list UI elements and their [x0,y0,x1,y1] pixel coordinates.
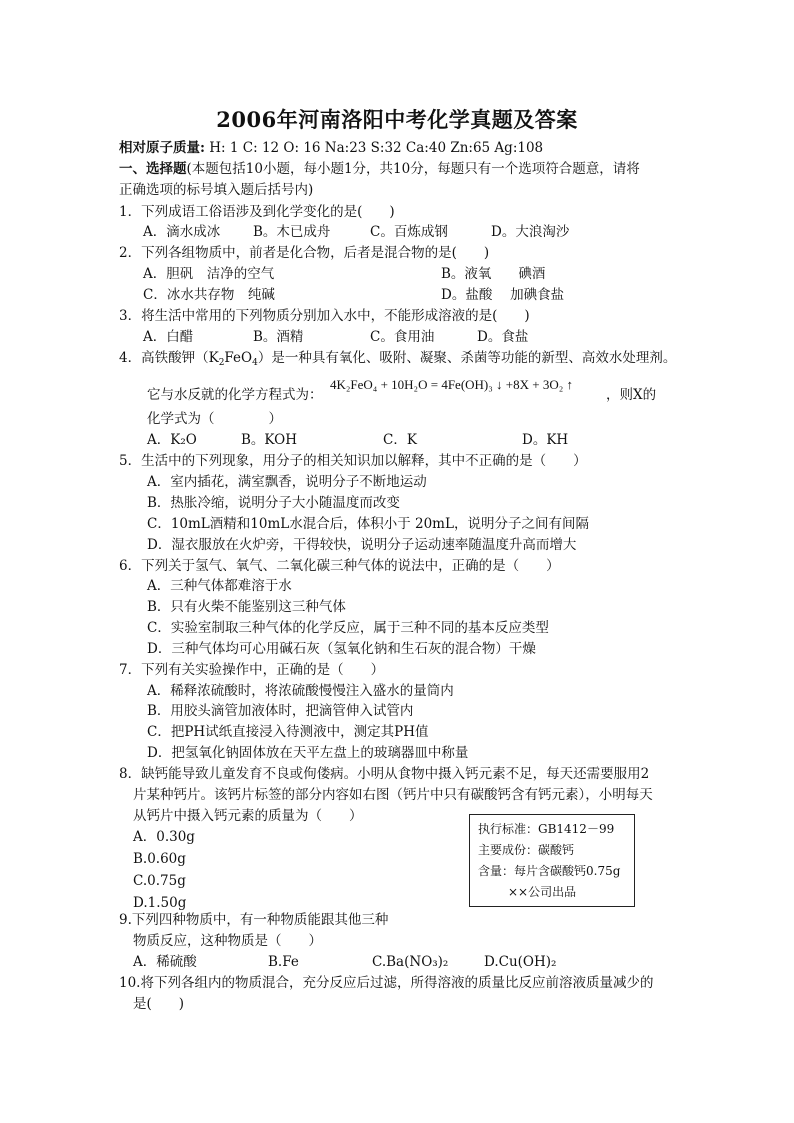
page-title: 2006年河南洛阳中考化学真题及答案 [216,107,578,132]
q6-option-a: A．三种气体都难溶于水 [147,578,292,594]
calcium-tablet-label [469,814,635,907]
atomic-mass-values: H: 1 C: 12 O: 16 Na:23 S:32 Ca:40 Zn:65 Ag:108 [209,140,544,156]
section-heading: 一、选择题 [119,161,187,177]
q7-option-b: B．用胶头滴管加液体时，把滴管伸入试管内 [147,703,414,719]
atomic-mass-line [119,138,543,158]
atomic-mass-label: 相对原子质量: [119,140,205,156]
q9-line2: 物质反应，这种物质是（ ） [133,933,322,949]
q5-option-c: C．10mL酒精和10mL水混合后，体积小于 20mL，说明分子之间有间隔 [147,516,589,532]
q1-option-c: C。百炼成钢 [370,224,448,240]
q4-line2: 它与水反就的化学方程式为： [147,387,323,403]
q2-option-a: A．胆矾 洁净的空气 [143,266,275,282]
q1-option-b: B。木已成舟 [253,224,331,240]
q1-option-a: A．滴水成冰 [143,224,221,240]
q9-option-d: D.Cu(OH)₂ [484,954,557,970]
section-desc-2: 正确选项的标号填入题后括号内) [119,182,314,198]
q8-line3: 从钙片中摄入钙元素的质量为（ ） [133,808,363,824]
q9-option-c: C.Ba(NO₃)₂ [372,954,449,970]
q9-option-b: B.Fe [268,954,299,970]
q5-option-b: B．热胀冷缩，说明分子大小随温度而改变 [147,495,400,511]
label-content: 含量：每片含碳酸钙0.75g [478,864,621,878]
q8-option-c: C.0.75g [133,873,186,889]
q4-option-d: D。KH [522,432,569,448]
q9-option-a: A．稀硫酸 [133,954,197,970]
q10-line1: 10.将下列各组内的物质混合，充分反应后过滤，所得溶液的质量比反应前溶液质量减少的 [119,975,654,991]
q9-line1: 9.下列四种物质中，有一种物质能跟其他三种 [119,912,389,928]
q4-option-b: B。KOH [241,432,297,448]
q4-line2-end: ，则X的 [606,387,657,403]
section-desc: (本题包括10小题，每小题1分，共10分，每题只有一个选项符合题意，请将 [186,161,640,177]
q5-stem: 5．生活中的下列现象，用分子的相关知识加以解释，其中不正确的是（ ） [119,453,587,469]
q8-option-a: A．0.30g [133,829,195,845]
q2-stem: 2．下列各组物质中，前者是化合物，后者是混合物的是( ) [119,245,490,261]
q1-option-d: D。大浪淘沙 [491,224,570,240]
label-standard: 执行标准：GB1412－99 [478,822,615,836]
q5-option-a: A．室内插花，满室飘香，说明分子不断地运动 [147,474,427,490]
q8-line1: 8．缺钙能导致儿童发育不良或佝偻病。小明从食物中摄入钙元素不足，每天还需要服用2 [119,766,650,782]
q1-stem: 1．下列成语工俗语涉及到化学变化的是( ) [119,204,395,220]
q8-option-b: B.0.60g [133,851,186,867]
q4-stem: 4．高铁酸钾$(K_2FeO_4)$是一种具有氧化、吸附、凝聚、杀菌等功能的新型、高效水处理剂。 [119,350,677,368]
q4-equation: 4K₂FeO₄ + 10H₂O = 4Fe(OH)₃ ↓ +8X + 3O₂ ↑ [330,377,574,392]
q8-line2: 片某种钙片。该钙片标签的部分内容如右图（钙片中只有碳酸钙含有钙元素），小明每天 [133,787,653,803]
q4-option-c: C．K [383,432,417,448]
q7-option-a: A．稀释浓硫酸时，将浓硫酸慢慢注入盛水的量筒内 [147,683,454,699]
q4-line3: 化学式为（ ） [147,411,282,427]
q8-option-d: D.1.50g [133,895,187,911]
q2-option-b: B。液氧 碘酒 [441,266,546,282]
section-heading-line [119,159,640,179]
q3-option-d: D。食盐 [477,329,529,345]
q3-option-b: B。酒精 [253,329,304,345]
q6-option-d: D．三种气体均可心用碱石灰（氢氧化钠和生石灰的混合物）干燥 [147,641,536,657]
q3-option-a: A．白醋 [143,329,194,345]
q7-stem: 7．下列有关实验操作中，正确的是（ ） [119,662,385,678]
q2-option-d: D。盐酸 加碘食盐 [441,287,565,303]
q2-option-c: C．冰水共存物 纯碱 [143,287,275,303]
q4-option-a: A．K₂O [147,432,197,448]
q3-stem: 3．将生活中常用的下列物质分别加入水中，不能形成溶液的是( ) [119,308,530,324]
q7-option-c: C．把PH试纸直接浸入待测液中，测定其PH值 [147,724,429,740]
q6-stem: 6．下列关于氢气、氧气、二氧化碳三种气体的说法中，正确的是（ ） [119,558,560,574]
q7-option-d: D．把氢氧化钠固体放在天平左盘上的玻璃器皿中称量 [147,745,469,761]
q5-option-d: D．湿衣服放在火炉旁，干得较快，说明分子运动速率随温度升高而增大 [147,537,577,553]
label-ingredient: 主要成份：碳酸钙 [478,843,575,857]
q6-option-b: B．只有火柴不能鉴别这三种气体 [147,599,346,615]
q3-option-c: C。食用油 [370,329,435,345]
label-maker: ××公司出品 [508,885,577,899]
q10-line2: 是( ) [133,996,185,1012]
q6-option-c: C．实验室制取三种气体的化学反应，属于三种不同的基本反应类型 [147,620,549,636]
